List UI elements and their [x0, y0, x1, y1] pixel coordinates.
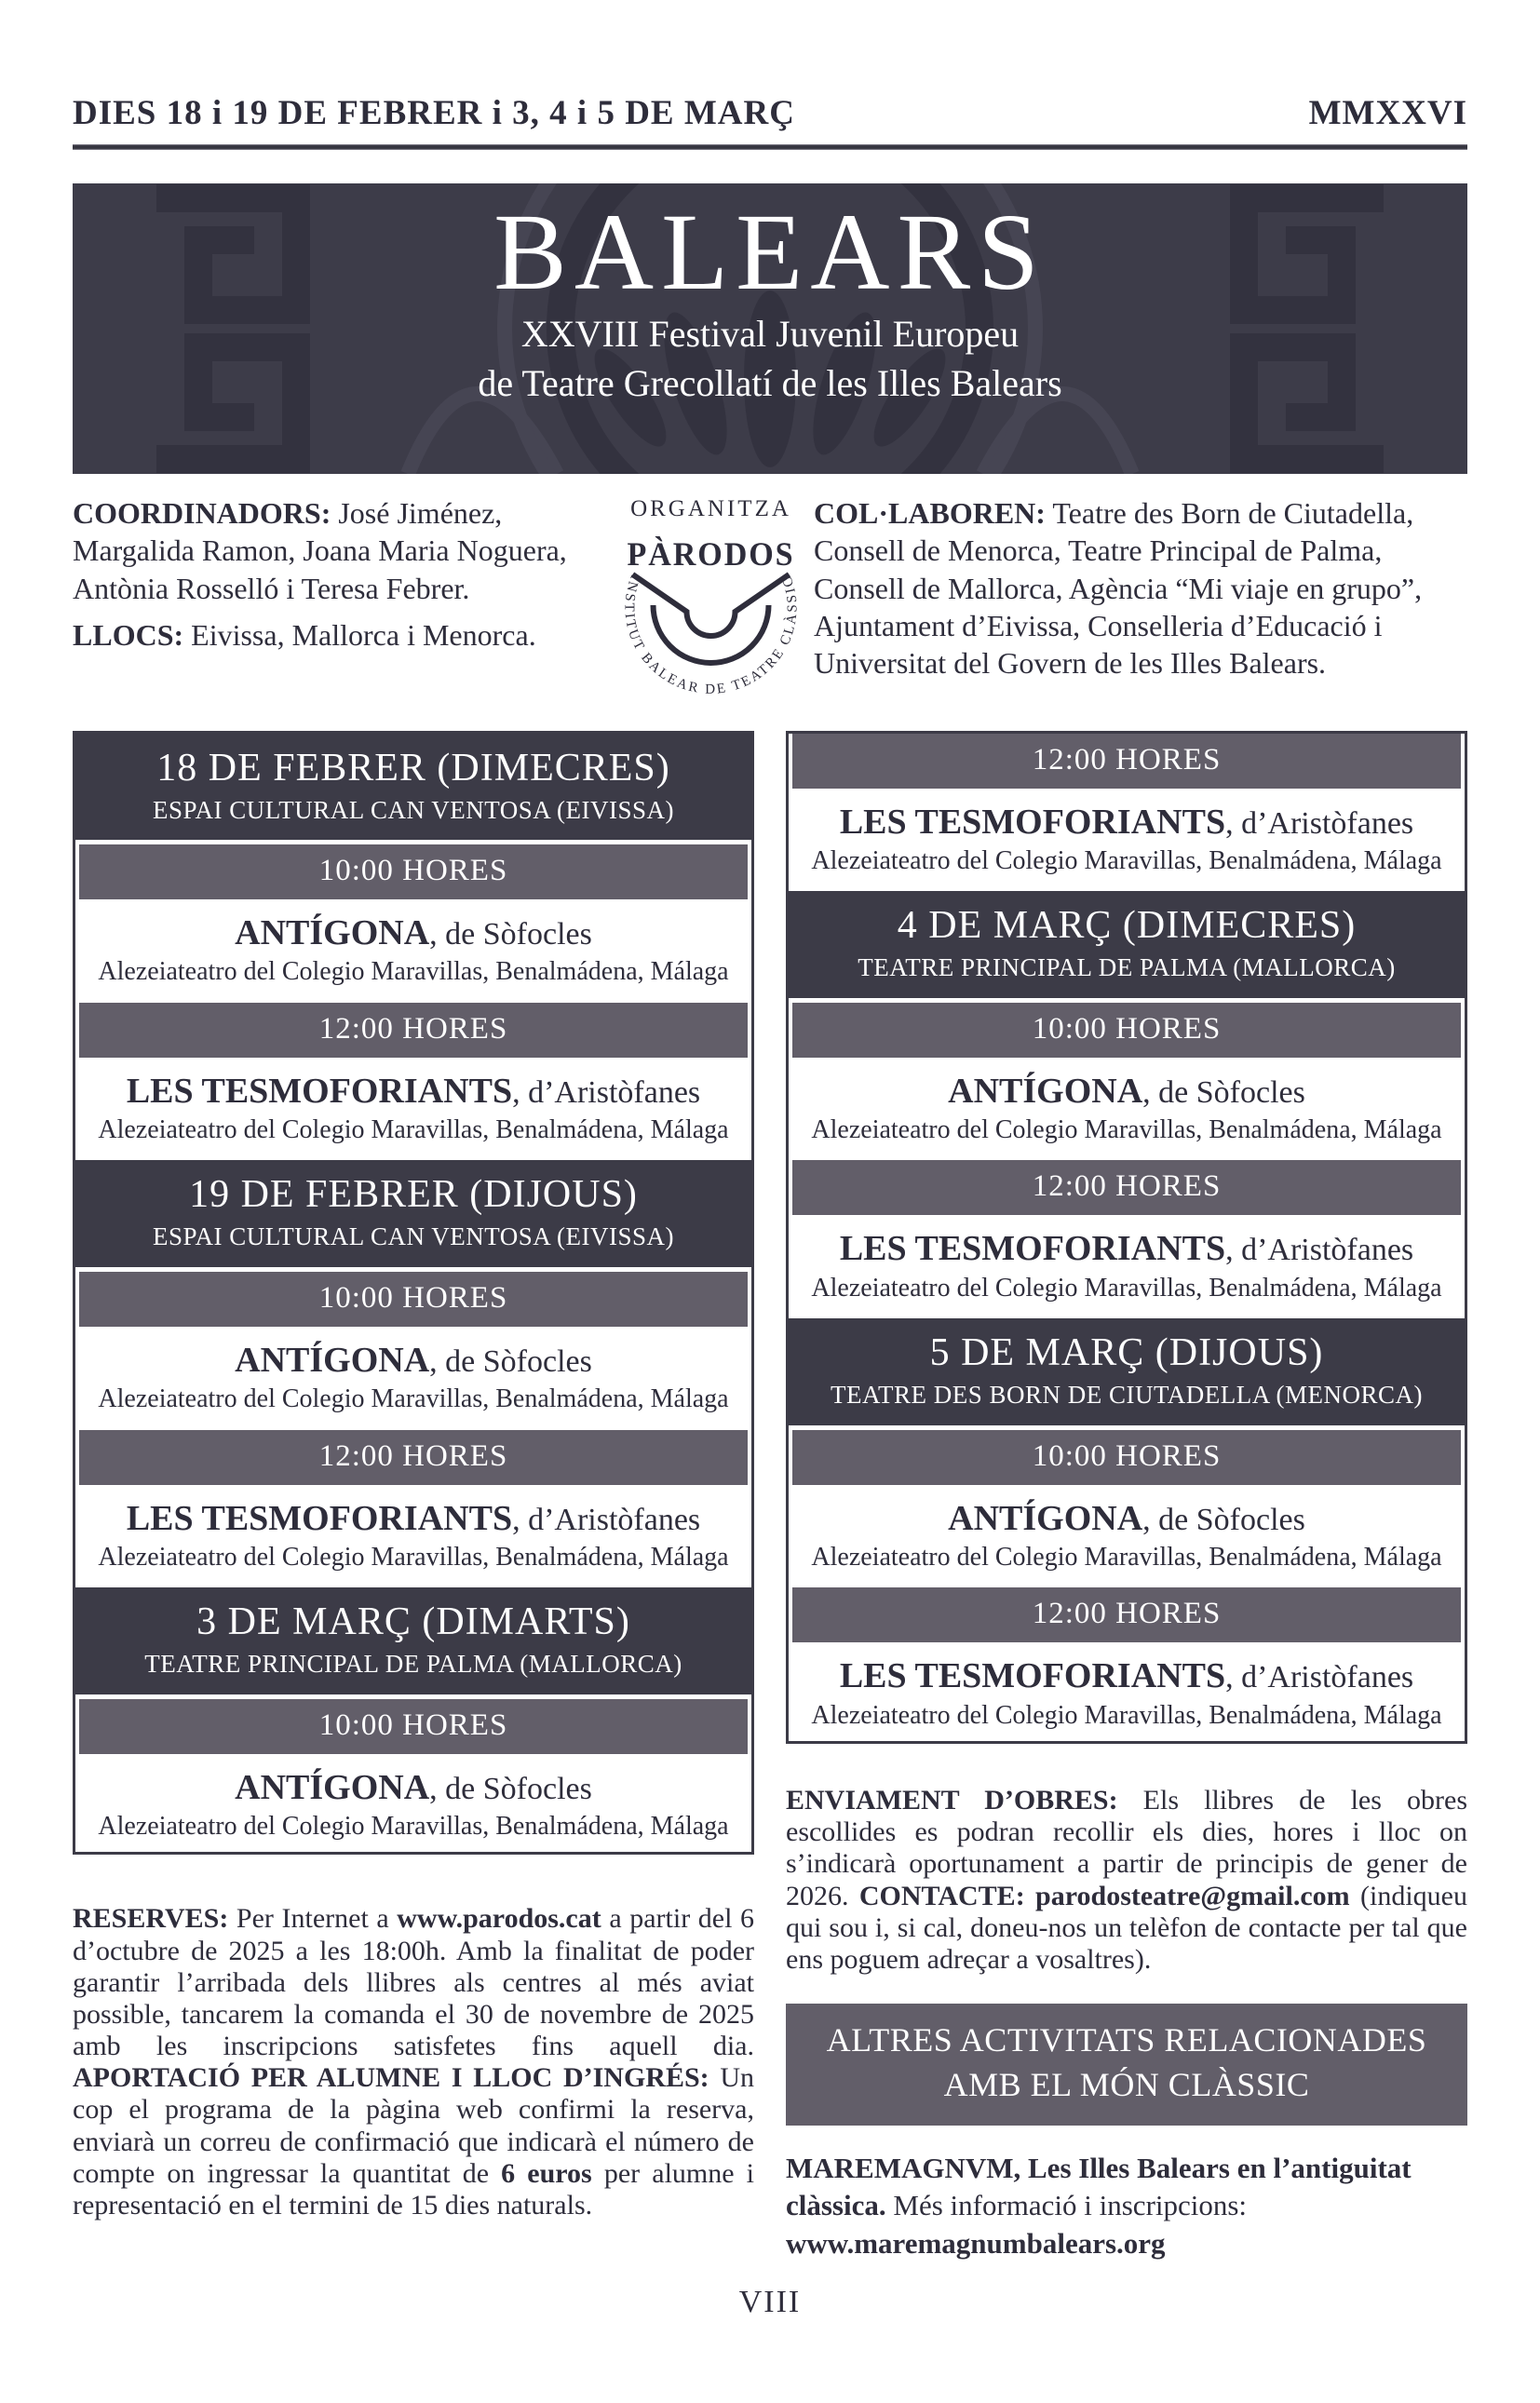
parodos-url: www.parodos.cat — [397, 1903, 601, 1935]
parodos-wordmark: PÀRODOS — [627, 534, 795, 573]
schedule-time-band: 10:00 HORES — [79, 1699, 748, 1754]
play-venue: Alezeiateatro del Colegio Maravillas, Benalmádena, Málaga — [98, 1542, 729, 1572]
schedule-day-header — [75, 1160, 751, 1266]
info-row — [73, 494, 1467, 712]
play-title: LES TESMOFORIANTS — [126, 1071, 513, 1111]
altres-activitats-banner — [786, 2004, 1467, 2126]
schedule-play — [75, 1062, 751, 1156]
contact-email: CONTACTE: parodosteatre@gmail.com — [858, 1880, 1350, 1911]
page-number: VIII — [738, 2284, 802, 2319]
header-dates: DIES 18 i 19 DE FEBRER i 3, 4 i 5 DE MARÇ — [73, 94, 795, 132]
organitza-block — [615, 494, 806, 712]
schedule-time-band: 10:00 HORES — [79, 844, 748, 899]
play-author: , de Sòfocles — [1142, 1502, 1305, 1537]
play-author: , d’Aristòfanes — [512, 1074, 701, 1110]
play-author: , d’Aristòfanes — [1225, 1233, 1414, 1268]
content-columns — [73, 731, 1467, 2262]
coordinators-block — [73, 494, 608, 712]
organitza-label: ORGANITZA — [630, 496, 791, 521]
schedule-play — [75, 904, 751, 998]
play-venue: Alezeiateatro del Colegio Maravillas, Benalmádena, Málaga — [811, 1273, 1442, 1303]
schedule-play — [75, 1490, 751, 1584]
play-venue: Alezeiateatro del Colegio Maravillas, Benalmádena, Málaga — [811, 1115, 1442, 1144]
enviament-label: ENVIAMENT D’OBRES: — [786, 1784, 1118, 1816]
festival-banner — [73, 183, 1467, 474]
altres-line2: AMB EL MÓN CLÀSSIC — [943, 2065, 1310, 2103]
play-title: ANTÍGONA — [235, 1767, 430, 1807]
collaborators-label: COL·LABOREN: — [814, 496, 1046, 530]
schedule-day-header — [75, 1587, 751, 1694]
play-title: LES TESMOFORIANTS — [839, 802, 1226, 842]
festival-subtitle-line2: de Teatre Grecollatí de les Illes Balears — [478, 362, 1062, 405]
day-date: 18 DE FEBRER (DIMECRES) — [156, 746, 670, 790]
collaborators-names: Teatre des Born de Ciutadella, Consell de Menorca, Teatre Principal de Palma, Consell de Mallorca, Agència “Mi viaje en grupo”, Ajuntament d’Eivissa, Conselleria d’Educació i Universitat del Govern de les Illes Balears. — [814, 496, 1423, 681]
page-header — [73, 93, 1467, 133]
coordinators-label: COORDINADORS: — [73, 496, 331, 530]
play-title: ANTÍGONA — [235, 912, 430, 952]
header-rule — [73, 144, 1467, 150]
play-title: ANTÍGONA — [235, 1340, 430, 1380]
maremagnum-url: www.maremagnumbalears.org — [786, 2226, 1166, 2260]
day-date: 5 DE MARÇ (DIJOUS) — [929, 1331, 1324, 1375]
schedule-day-header — [789, 891, 1465, 997]
collaborators-paragraph — [814, 494, 1467, 682]
maremagnum-paragraph: MAREMAGNVM, Les Illes Balears en l’antiguitat clàssica. Més informació i inscripcions: www.maremagnumbalears.org — [786, 2150, 1467, 2262]
schedule-time-band: 10:00 HORES — [792, 1003, 1461, 1058]
coordinators-paragraph — [73, 494, 608, 607]
price-amount: 6 euros — [501, 2157, 592, 2189]
day-venue: TEATRE PRINCIPAL DE PALMA (MALLORCA) — [144, 1650, 682, 1679]
schedule-play — [75, 1759, 751, 1853]
day-date: 3 DE MARÇ (DIMARTS) — [196, 1600, 630, 1644]
schedule-time-band: 10:00 HORES — [792, 1430, 1461, 1485]
schedule-play — [789, 1647, 1465, 1741]
day-venue: TEATRE DES BORN DE CIUTADELLA (MENORCA) — [830, 1381, 1424, 1410]
day-date: 4 DE MARÇ (DIMECRES) — [897, 904, 1357, 948]
play-title: ANTÍGONA — [948, 1071, 1143, 1111]
schedule-time-band: 12:00 HORES — [792, 1587, 1461, 1642]
play-title: LES TESMOFORIANTS — [839, 1656, 1226, 1696]
day-date: 19 DE FEBRER (DIJOUS) — [189, 1173, 638, 1217]
play-venue: Alezeiateatro del Colegio Maravillas, Benalmádena, Málaga — [98, 957, 729, 987]
play-author: , de Sòfocles — [429, 1771, 592, 1806]
maremagnum-title: MAREMAGNVM, Les Illes Balears en l’antiguitat clàssica. — [786, 2152, 1412, 2222]
play-title: LES TESMOFORIANTS — [839, 1229, 1226, 1269]
altres-line1: ALTRES ACTIVITATS RELACIONADES — [826, 2021, 1427, 2059]
right-column — [786, 731, 1467, 2262]
header-year: MMXXVI — [1308, 94, 1467, 132]
llocs-text: Eivissa, Mallorca i Menorca. — [183, 617, 536, 652]
play-author: , de Sòfocles — [429, 1343, 592, 1379]
play-author: , de Sòfocles — [1142, 1074, 1305, 1110]
schedule-play — [789, 793, 1465, 887]
play-author: , d’Aristòfanes — [512, 1502, 701, 1537]
schedule-time-band: 10:00 HORES — [79, 1272, 748, 1327]
festival-title: BALEARS — [493, 191, 1047, 313]
schedule-left-column — [73, 731, 754, 1856]
logo-ring-label: INSTITUT BALEAR DE TEATRE CLÀSSIC — [621, 572, 801, 697]
play-venue: Alezeiateatro del Colegio Maravillas, Benalmádena, Málaga — [811, 1542, 1442, 1572]
play-author: , d’Aristòfanes — [1225, 1660, 1414, 1695]
festival-subtitle-line1: XXVIII Festival Juvenil Europeu — [520, 313, 1020, 356]
schedule-time-band: 12:00 HORES — [792, 1160, 1461, 1215]
parodos-logo — [615, 526, 806, 712]
play-venue: Alezeiateatro del Colegio Maravillas, Benalmádena, Málaga — [98, 1384, 729, 1414]
schedule-day-header — [789, 1318, 1465, 1424]
play-venue: Alezeiateatro del Colegio Maravillas, Benalmádena, Málaga — [811, 1700, 1442, 1730]
schedule-right-column — [786, 731, 1467, 1744]
schedule-play — [789, 1220, 1465, 1314]
program-page — [0, 93, 1540, 2403]
schedule-play — [75, 1331, 751, 1425]
llocs-paragraph — [73, 616, 608, 654]
play-venue: Alezeiateatro del Colegio Maravillas, Benalmádena, Málaga — [811, 845, 1442, 875]
play-title: ANTÍGONA — [948, 1498, 1143, 1538]
play-venue: Alezeiateatro del Colegio Maravillas, Benalmádena, Málaga — [98, 1115, 729, 1144]
enviament-paragraph: ENVIAMENT D’OBRES: Els llibres de les obres escollides es podran recollir els dies, hores i lloc on s’indicarà oportunament a partir de principis de gener de 2026. CONTACTE: parodosteatre@gmail.com (indiqueu qui sou i, si cal, doneu-nos un telèfon de contacte per tal que ens poguem adreçar a vosaltres). — [786, 1784, 1467, 1975]
schedule-play — [789, 1062, 1465, 1156]
coordinators-names: José Jiménez, Margalida Ramon, Joana Maria Noguera, Antònia Rosselló i Teresa Febrer. — [73, 496, 567, 605]
collaborators-block — [814, 494, 1467, 712]
reserves-paragraph: RESERVES: Per Internet a www.parodos.cat a partir del 6 d’octubre de 2025 a les 18:00h. Amb la finalitat de poder garantir l’arribada dels llibres als centres al més aviat possible, tancarem la comanda el 30 de novembre de 2025 amb les inscripcions satisfetes fins aquell dia. APORTACIÓ PER ALUMNE I LLOC D’INGRÉS: Un cop el programa de la pàgina web confirmi la reserva, enviarà un correu de confirmació que indicarà el número de compte on ingressar la quantitat de 6 euros per alumne i representació en el termini de 15 dies naturals. — [73, 1903, 754, 2221]
play-author: , de Sòfocles — [429, 916, 592, 952]
left-column — [73, 731, 754, 2222]
schedule-play — [789, 1490, 1465, 1584]
aportacio-label: APORTACIÓ PER ALUMNE I LLOC D’INGRÉS: — [73, 2062, 709, 2094]
play-title: LES TESMOFORIANTS — [126, 1498, 513, 1538]
schedule-time-band: 12:00 HORES — [792, 734, 1461, 789]
day-venue: ESPAI CULTURAL CAN VENTOSA (EIVISSA) — [152, 795, 675, 824]
reserves-label: RESERVES: — [73, 1903, 229, 1935]
schedule-day-header — [75, 734, 751, 840]
schedule-time-band: 12:00 HORES — [79, 1003, 748, 1058]
llocs-label: LLOCS: — [73, 617, 184, 652]
day-venue: ESPAI CULTURAL CAN VENTOSA (EIVISSA) — [152, 1222, 675, 1251]
day-venue: TEATRE PRINCIPAL DE PALMA (MALLORCA) — [858, 953, 1396, 982]
play-author: , d’Aristòfanes — [1225, 805, 1414, 841]
schedule-time-band: 12:00 HORES — [79, 1430, 748, 1485]
play-venue: Alezeiateatro del Colegio Maravillas, Benalmádena, Málaga — [98, 1812, 729, 1841]
